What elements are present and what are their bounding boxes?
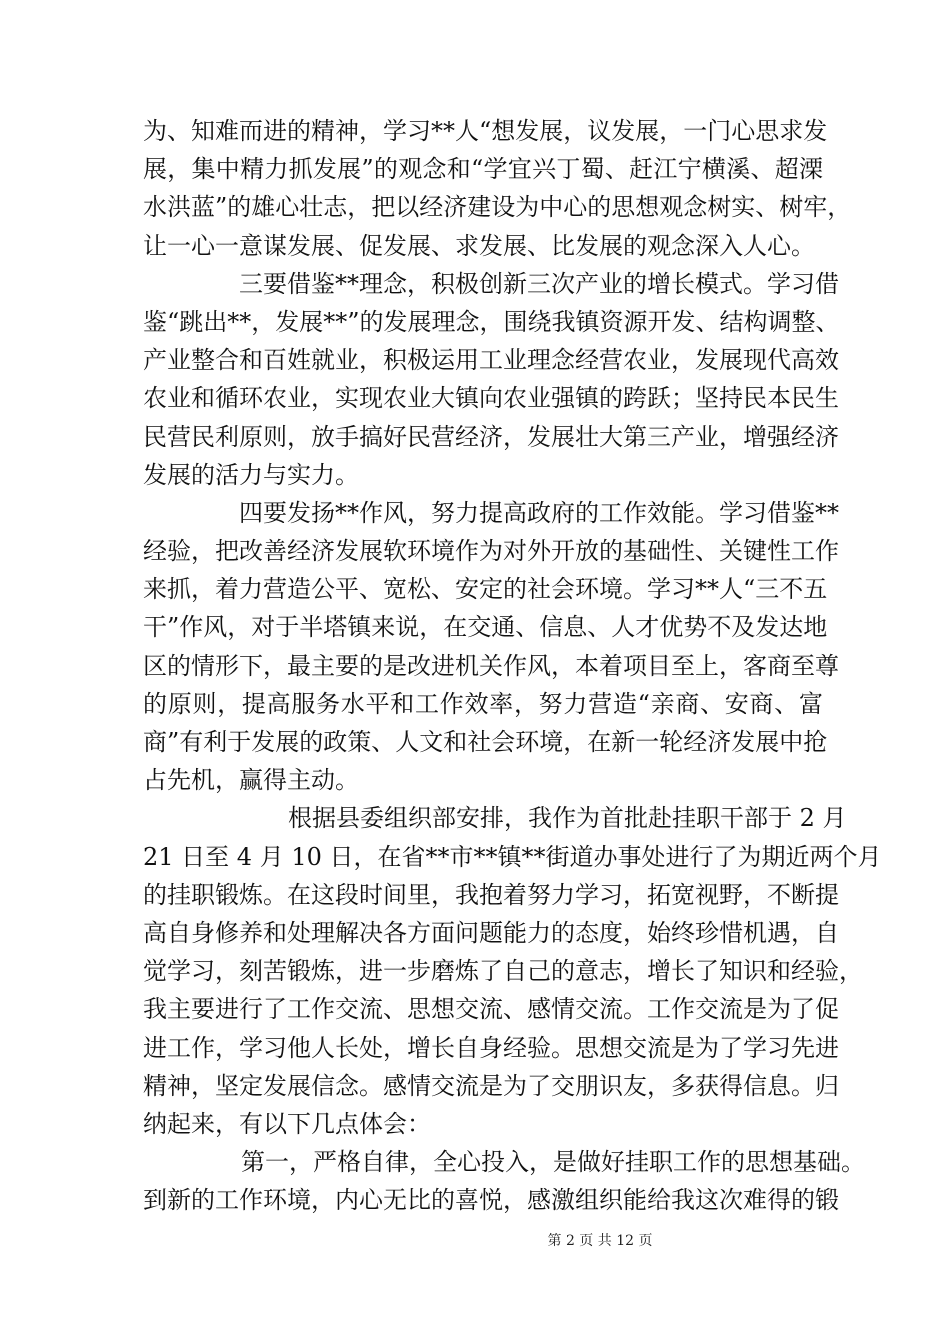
paragraph: [143, 799, 882, 1143]
text-line: 三要借鉴**理念，积极创新三次产业的增长模式。学习借: [239, 269, 839, 298]
text-line: 农业和循环农业，实现农业大镇向农业强镇的跨跃；坚持民本民生: [143, 384, 839, 413]
page-number: 第 2 页 共 12 页: [547, 1233, 653, 1249]
paragraph: [143, 1143, 865, 1219]
text-line: 商”有利于发展的政策、人文和社会环境，在新一轮经济发展中抢: [143, 728, 828, 756]
text-line: 民营民利原则，放手搞好民营经济，发展壮大第三产业，增强经济: [143, 422, 839, 451]
text-line: 经验，把改善经济发展软环境作为对外开放的基础性、关键性工作: [143, 537, 839, 566]
paragraph: [143, 112, 852, 265]
text-line: 展，集中精力抓发展”的观念和“学宜兴丁蜀、赶江宁横溪、超溧: [143, 155, 823, 184]
text-line: 发展的活力与实力。: [143, 460, 359, 489]
paragraph: [143, 494, 839, 800]
text-line: 的挂职锻炼。在这段时间里，我抱着努力学习，拓宽视野，不断提: [143, 880, 839, 909]
text-line: 让一心一意谋发展、促发展、求发展、比发展的观念深入人心。: [143, 231, 815, 260]
text-line: 的原则，提高服务水平和工作效率，努力营造“亲商、安商、富: [143, 689, 823, 718]
text-line: 产业整合和百姓就业，积极运用工业理念经营农业，发展现代高效: [143, 346, 839, 375]
text-line: 觉学习，刻苦锻炼，进一步磨炼了自己的意志，增长了知识和经验，: [143, 957, 863, 986]
text-line: 占先机，赢得主动。: [143, 766, 359, 795]
text-line: 进工作，学习他人长处，增长自身经验。思想交流是为了学习先进: [143, 1033, 839, 1062]
text-line: 21 日至 4 月 10 日，在省**市**镇**街道办事处进行了为期近两个月: [143, 842, 882, 871]
paragraph: [143, 265, 840, 494]
text-line: 为、知难而进的精神，学习**人“想发展，议发展，一门心思求发: [143, 117, 828, 145]
text-line: 来抓，着力营造公平、宽松、安定的社会环境。学习**人“三不五: [143, 575, 828, 604]
text-line: 我主要进行了工作交流、思想交流、感情交流。工作交流是为了促: [143, 995, 839, 1024]
text-line: 区的情形下，最主要的是改进机关作风，本着项目至上，客商至尊: [143, 651, 839, 680]
text-line: 根据县委组织部安排，我作为首批赴挂职干部于 2 月: [288, 804, 847, 833]
text-line: 纳起来，有以下几点体会：: [143, 1109, 431, 1138]
text-line: 到新的工作环境，内心无比的喜悦，感激组织能给我这次难得的锻: [143, 1186, 839, 1215]
text-line: 精神，坚定发展信念。感情交流是为了交朋识友，多获得信息。归: [143, 1071, 839, 1100]
text-line: 高自身修养和处理解决各方面问题能力的态度，始终珍惜机遇，自: [143, 918, 839, 947]
document-body: [143, 112, 882, 1219]
text-line: 水洪蓝”的雄心壮志，把以经济建设为中心的思想观念树实、树牢，: [143, 193, 852, 222]
text-line: 干”作风，对于半塔镇来说，在交通、信息、人才优势不及发达地: [143, 613, 828, 642]
text-line: 鉴“跳出**，发展**”的发展理念，围绕我镇资源开发、结构调整、: [143, 307, 840, 336]
text-line: 第一，严格自律，全心投入，是做好挂职工作的思想基础。: [241, 1148, 865, 1177]
text-line: 四要发扬**作风，努力提高政府的工作效能。学习借鉴**: [239, 498, 839, 527]
